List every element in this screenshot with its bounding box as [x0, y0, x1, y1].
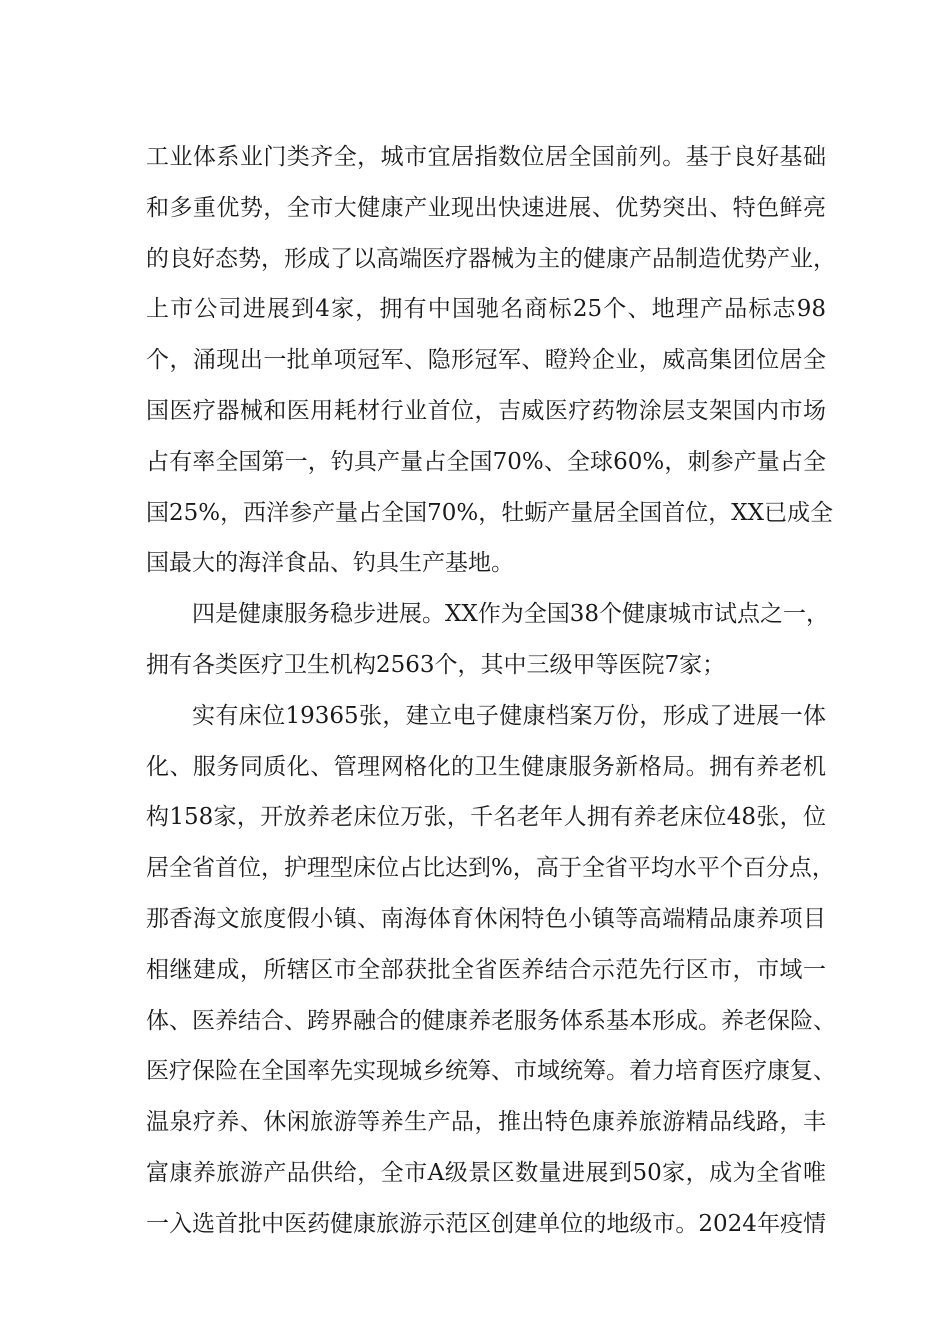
paragraph-2 [146, 589, 830, 691]
text-line: 构158家，开放养老床位万张，千名老年人拥有养老床位48张，位 [146, 804, 826, 831]
text-line: 拥有各类医疗卫生机构2563个，其中三级甲等医院7家； [146, 651, 726, 678]
text-line: 实有床位19365张，建立电子健康档案万份，形成了进展一体 [192, 702, 826, 729]
text-line: 国25%，西洋参产量占全国70%，牡蛎产量居全国首位，XX已成全 [146, 499, 833, 526]
text-line: 体、医养结合、跨界融合的健康养老服务体系基本形成。养老保险、 [146, 1007, 836, 1034]
paragraph-1 [146, 132, 836, 589]
text-line: 工业体系业门类齐全，城市宜居指数位居全国前列。基于良好基础 [146, 144, 826, 170]
text-line: 国最大的海洋食品、钓具生产基地。 [146, 550, 514, 577]
text-line: 温泉疗养、休闲旅游等养生产品，推出特色康养旅游精品线路，丰 [146, 1109, 826, 1136]
body-text [146, 132, 836, 1250]
paragraph-3 [146, 691, 836, 1250]
text-line: 居全省首位，护理型床位占比达到%，高于全省平均水平个百分点， [146, 855, 835, 882]
text-line: 和多重优势，全市大健康产业现出快速进展、优势突出、特色鲜亮 [146, 194, 826, 221]
text-line: 个，涌现出一批单项冠军、隐形冠军、瞪羚企业，威高集团位居全 [146, 347, 826, 374]
text-line: 医疗保险在全国率先实现城乡统筹、市域统筹。着力培育医疗康复、 [146, 1058, 836, 1085]
text-line: 那香海文旅度假小镇、南海体育休闲特色小镇等高端精品康养项目 [146, 905, 826, 932]
text-line: 化、服务同质化、管理网格化的卫生健康服务新格局。拥有养老机 [146, 753, 826, 780]
text-line: 四是健康服务稳步进展。XX作为全国38个健康城市试点之一， [192, 601, 830, 628]
text-line: 的良好态势，形成了以高端医疗器械为主的健康产品制造优势产业， [146, 245, 836, 272]
text-line: 上市公司进展到4家，拥有中国驰名商标25个、地理产品标志98 [146, 296, 826, 323]
text-line: 相继建成，所辖区市全部获批全省医养结合示范先行区市，市域一 [146, 956, 826, 983]
text-line: 一入选首批中医药健康旅游示范区创建单位的地级市。2024年疫情 [146, 1210, 826, 1237]
text-line: 国医疗器械和医用耗材行业首位，吉威医疗药物涂层支架国内市场 [146, 397, 826, 424]
text-line: 占有率全国第一，钓具产量占全国70%、全球60%，刺参产量占全 [146, 448, 826, 475]
text-line: 富康养旅游产品供给，全市A级景区数量进展到50家，成为全省唯 [146, 1159, 826, 1186]
